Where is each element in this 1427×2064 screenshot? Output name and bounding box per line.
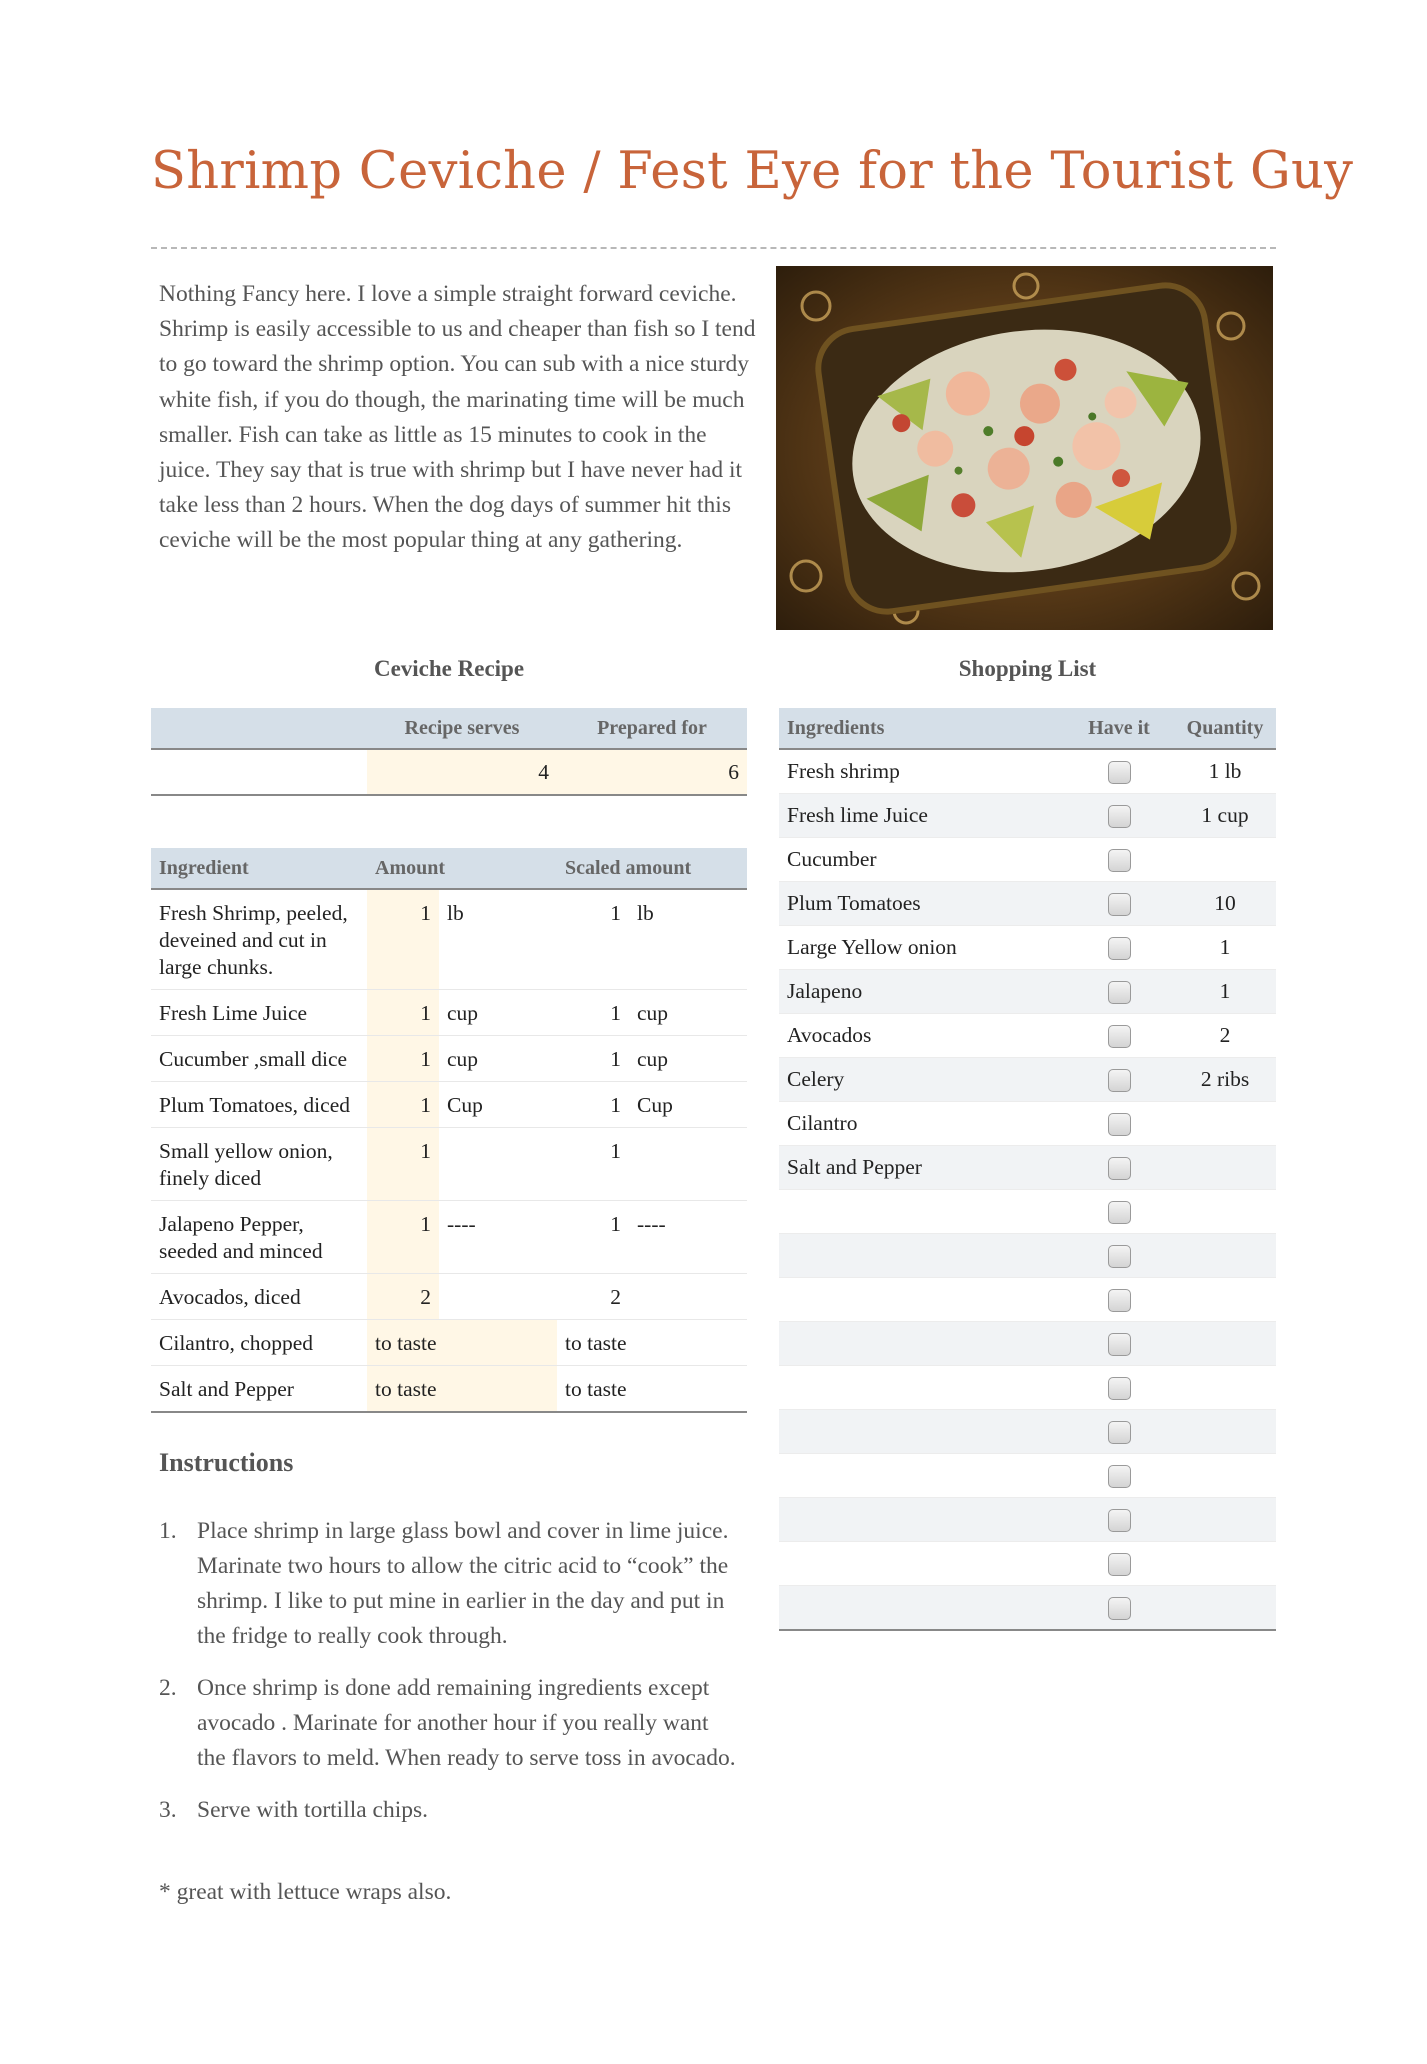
shopping-item-name — [779, 1498, 1064, 1542]
ingredient-unit: cup — [439, 990, 557, 1036]
shopping-table — [779, 708, 1276, 1631]
ingredient-row — [151, 1201, 747, 1274]
have-it-checkbox[interactable] — [1108, 1069, 1131, 1092]
shopping-item-quantity — [1174, 1322, 1276, 1366]
shopping-item-quantity — [1174, 1498, 1276, 1542]
shopping-item-quantity — [1174, 1366, 1276, 1410]
shopping-row — [779, 1322, 1276, 1366]
ingredient-amount[interactable]: 1 — [367, 1082, 439, 1128]
shopping-item-quantity — [1174, 1454, 1276, 1498]
instruction-step — [159, 1793, 739, 1828]
shopping-heading: Shopping List — [958, 656, 1097, 681]
shopping-item-name: Celery — [779, 1058, 1064, 1102]
scaled-amount: 1 — [557, 1201, 629, 1274]
ingredient-row — [151, 1128, 747, 1201]
recipe-serves-header: Recipe serves — [367, 708, 557, 749]
ingredient-row — [151, 990, 747, 1036]
instructions-list — [159, 1514, 739, 1845]
ingredient-row — [151, 1274, 747, 1320]
shopping-item-name: Salt and Pepper — [779, 1146, 1064, 1190]
ingredient-row — [151, 889, 747, 990]
have-it-cell — [1064, 1190, 1174, 1234]
shopping-item-quantity — [1174, 1146, 1276, 1190]
shopping-row — [779, 1278, 1276, 1322]
have-it-cell — [1064, 1498, 1174, 1542]
scaled-amount: 2 — [557, 1274, 629, 1320]
serving-note: * great with lettuce wraps also. — [159, 1879, 452, 1905]
shopping-row — [779, 1454, 1276, 1498]
shopping-item-name: Cucumber — [779, 838, 1064, 882]
scaled-unit: cup — [629, 990, 747, 1036]
instructions-heading: Instructions — [159, 1448, 294, 1477]
ingredient-amount[interactable]: 1 — [367, 1036, 439, 1082]
shopping-item-name — [779, 1542, 1064, 1586]
ingredient-name: Cucumber ,small dice — [151, 1036, 367, 1082]
shopping-row — [779, 749, 1276, 794]
shopping-item-quantity: 1 lb — [1174, 749, 1276, 794]
scaled-amount: 1 — [557, 1082, 629, 1128]
shopping-row — [779, 1498, 1276, 1542]
ingredient-amount[interactable]: 1 — [367, 1128, 439, 1201]
shopping-item-name: Avocados — [779, 1014, 1064, 1058]
have-it-cell — [1064, 1454, 1174, 1498]
shopping-item-name — [779, 1410, 1064, 1454]
ingredient-amount[interactable]: to taste — [367, 1320, 557, 1366]
shopping-item-quantity — [1174, 1278, 1276, 1322]
shopping-item-quantity — [1174, 1586, 1276, 1631]
scaled-unit: ---- — [629, 1201, 747, 1274]
shopping-item-quantity — [1174, 1190, 1276, 1234]
ingredient-amount[interactable]: to taste — [367, 1366, 557, 1413]
ingredient-row — [151, 1366, 747, 1413]
shopping-item-quantity — [1174, 1542, 1276, 1586]
ingredient-amount[interactable]: 1 — [367, 990, 439, 1036]
ingredient-row — [151, 1036, 747, 1082]
shopping-item-name — [779, 1322, 1064, 1366]
scaled-unit: lb — [629, 889, 747, 990]
have-it-checkbox[interactable] — [1108, 1553, 1131, 1576]
shopping-item-name — [779, 1278, 1064, 1322]
shopping-item-name: Cilantro — [779, 1102, 1064, 1146]
have-it-checkbox[interactable] — [1108, 1597, 1131, 1620]
ingredient-name: Fresh Shrimp, peeled, deveined and cut in large chunks. — [151, 889, 367, 990]
ingredient-name: Plum Tomatoes, diced — [151, 1082, 367, 1128]
have-it-cell — [1064, 838, 1174, 882]
shopping-item-quantity: 10 — [1174, 882, 1276, 926]
shopping-item-name: Large Yellow onion — [779, 926, 1064, 970]
have-it-checkbox[interactable] — [1108, 761, 1131, 784]
amount-column-header: Amount — [367, 848, 557, 889]
step-text: Place shrimp in large glass bowl and cover in lime juice. Marinate two hours to allow the citric acid to “cook” the shrimp. I like to put mine in earlier in the day and put in the fridge to really cook through. — [197, 1518, 729, 1649]
have-it-cell — [1064, 1410, 1174, 1454]
shopping-row — [779, 1234, 1276, 1278]
shopping-row — [779, 838, 1276, 882]
servings-table — [151, 708, 747, 796]
shopping-item-name — [779, 1234, 1064, 1278]
shop-ingredients-header: Ingredients — [779, 708, 1064, 749]
shopping-item-quantity — [1174, 1410, 1276, 1454]
ingredient-unit: lb — [439, 889, 557, 990]
title-divider — [151, 247, 1276, 249]
ceviche-photo — [776, 266, 1273, 630]
have-it-cell — [1064, 1366, 1174, 1410]
have-it-checkbox[interactable] — [1108, 849, 1131, 872]
shopping-item-quantity — [1174, 1234, 1276, 1278]
have-it-cell — [1064, 1234, 1174, 1278]
have-it-checkbox[interactable] — [1108, 1289, 1131, 1312]
shopping-row — [779, 1586, 1276, 1631]
scaled-unit: Cup — [629, 1082, 747, 1128]
scaled-unit — [629, 1274, 747, 1320]
have-it-checkbox[interactable] — [1108, 1025, 1131, 1048]
shopping-item-quantity: 1 cup — [1174, 794, 1276, 838]
shopping-row — [779, 1542, 1276, 1586]
ingredient-name: Jalapeno Pepper, seeded and minced — [151, 1201, 367, 1274]
step-number: 3. — [159, 1797, 177, 1823]
ingredient-column-header: Ingredient — [151, 848, 367, 889]
scaled-amount: to taste — [557, 1366, 747, 1413]
shopping-item-quantity: 1 — [1174, 926, 1276, 970]
ingredient-row — [151, 1082, 747, 1128]
servings-blank-cell — [151, 749, 367, 795]
shopping-row — [779, 1102, 1276, 1146]
shopping-item-quantity: 2 ribs — [1174, 1058, 1276, 1102]
shopping-row — [779, 1190, 1276, 1234]
scaled-amount: to taste — [557, 1320, 747, 1366]
ingredient-unit: Cup — [439, 1082, 557, 1128]
step-text: Serve with tortilla chips. — [197, 1797, 429, 1823]
ingredient-name: Small yellow onion, finely diced — [151, 1128, 367, 1201]
have-it-checkbox[interactable] — [1108, 1509, 1131, 1532]
have-it-cell — [1064, 970, 1174, 1014]
ingredient-amount[interactable]: 2 — [367, 1274, 439, 1320]
step-number: 1. — [159, 1518, 177, 1544]
have-it-cell — [1064, 749, 1174, 794]
shopping-item-name: Jalapeno — [779, 970, 1064, 1014]
shopping-item-name — [779, 1190, 1064, 1234]
have-it-checkbox[interactable] — [1108, 1377, 1131, 1400]
shopping-row — [779, 882, 1276, 926]
shopping-row — [779, 926, 1276, 970]
shopping-item-quantity — [1174, 1102, 1276, 1146]
ingredient-unit — [439, 1128, 557, 1201]
have-it-checkbox[interactable] — [1108, 1201, 1131, 1224]
have-it-checkbox[interactable] — [1108, 1465, 1131, 1488]
ingredient-name: Avocados, diced — [151, 1274, 367, 1320]
have-it-cell — [1064, 1058, 1174, 1102]
shopping-item-quantity: 2 — [1174, 1014, 1276, 1058]
instruction-step — [159, 1514, 739, 1654]
have-it-cell — [1064, 1586, 1174, 1631]
shopping-row — [779, 794, 1276, 838]
prepared-for-value[interactable]: 6 — [557, 749, 747, 795]
step-text: Once shrimp is done add remaining ingredients except avocado . Marinate for another hour if you really want the flavors to meld. When ready to serve toss in avocado. — [197, 1675, 736, 1771]
have-it-checkbox[interactable] — [1108, 937, 1131, 960]
have-it-cell — [1064, 926, 1174, 970]
have-it-checkbox[interactable] — [1108, 981, 1131, 1004]
prepared-for-header: Prepared for — [557, 708, 747, 749]
have-it-checkbox[interactable] — [1108, 893, 1131, 916]
ingredient-unit: cup — [439, 1036, 557, 1082]
scaled-unit: cup — [629, 1036, 747, 1082]
have-it-checkbox[interactable] — [1108, 805, 1131, 828]
scaled-amount: 1 — [557, 990, 629, 1036]
quantity-header: Quantity — [1174, 708, 1276, 749]
have-it-cell — [1064, 1542, 1174, 1586]
have-it-cell — [1064, 1014, 1174, 1058]
shopping-row — [779, 970, 1276, 1014]
shopping-item-name — [779, 1586, 1064, 1631]
shopping-item-quantity — [1174, 838, 1276, 882]
have-it-checkbox[interactable] — [1108, 1113, 1131, 1136]
have-it-checkbox[interactable] — [1108, 1421, 1131, 1444]
have-it-checkbox[interactable] — [1108, 1245, 1131, 1268]
shopping-item-name: Fresh shrimp — [779, 749, 1064, 794]
ingredient-name: Cilantro, chopped — [151, 1320, 367, 1366]
step-number: 2. — [159, 1675, 177, 1701]
have-it-cell — [1064, 1102, 1174, 1146]
shopping-row — [779, 1058, 1276, 1102]
shopping-item-name: Plum Tomatoes — [779, 882, 1064, 926]
have-it-cell — [1064, 794, 1174, 838]
ingredient-name: Fresh Lime Juice — [151, 990, 367, 1036]
ingredient-unit — [439, 1274, 557, 1320]
recipe-heading: Ceviche Recipe — [373, 656, 525, 681]
shopping-row — [779, 1014, 1276, 1058]
have-it-cell — [1064, 882, 1174, 926]
recipe-serves-value[interactable]: 4 — [367, 749, 557, 795]
servings-blank-header — [151, 708, 367, 749]
have-it-cell — [1064, 1322, 1174, 1366]
scaled-amount: 1 — [557, 1128, 629, 1201]
shopping-row — [779, 1366, 1276, 1410]
scaled-amount: 1 — [557, 889, 629, 990]
shopping-item-name — [779, 1454, 1064, 1498]
shopping-item-name — [779, 1366, 1064, 1410]
ingredient-amount[interactable]: 1 — [367, 1201, 439, 1274]
have-it-cell — [1064, 1146, 1174, 1190]
page-title: Shrimp Ceviche / Fest Eye for the Tourist Guy — [151, 142, 1354, 201]
shopping-row — [779, 1146, 1276, 1190]
scaled-amount: 1 — [557, 1036, 629, 1082]
shopping-item-quantity: 1 — [1174, 970, 1276, 1014]
shopping-row — [779, 1410, 1276, 1454]
instruction-step — [159, 1671, 739, 1776]
ingredient-row — [151, 1320, 747, 1366]
have-it-checkbox[interactable] — [1108, 1157, 1131, 1180]
have-it-cell — [1064, 1278, 1174, 1322]
ingredient-name: Salt and Pepper — [151, 1366, 367, 1413]
ingredient-amount[interactable]: 1 — [367, 889, 439, 990]
ingredients-table — [151, 848, 747, 1413]
intro-paragraph: Nothing Fancy here. I love a simple straight forward ceviche. Shrimp is easily accessible to us and cheaper than fish so I tend to go toward the shrimp option. You can sub with a nice sturdy white fish, if you do though, the marinating time will be much smaller. Fish can take as little as 15 minutes to cook in the juice. They say that is true with shrimp but I have never had it take less than 2 hours. When the dog days of summer hit this ceviche will be the most popular thing at any gathering. — [159, 281, 756, 554]
have-it-header: Have it — [1064, 708, 1174, 749]
have-it-checkbox[interactable] — [1108, 1333, 1131, 1356]
scaled-amount-column-header: Scaled amount — [557, 848, 747, 889]
scaled-unit — [629, 1128, 747, 1201]
ingredient-unit: ---- — [439, 1201, 557, 1274]
shopping-item-name: Fresh lime Juice — [779, 794, 1064, 838]
